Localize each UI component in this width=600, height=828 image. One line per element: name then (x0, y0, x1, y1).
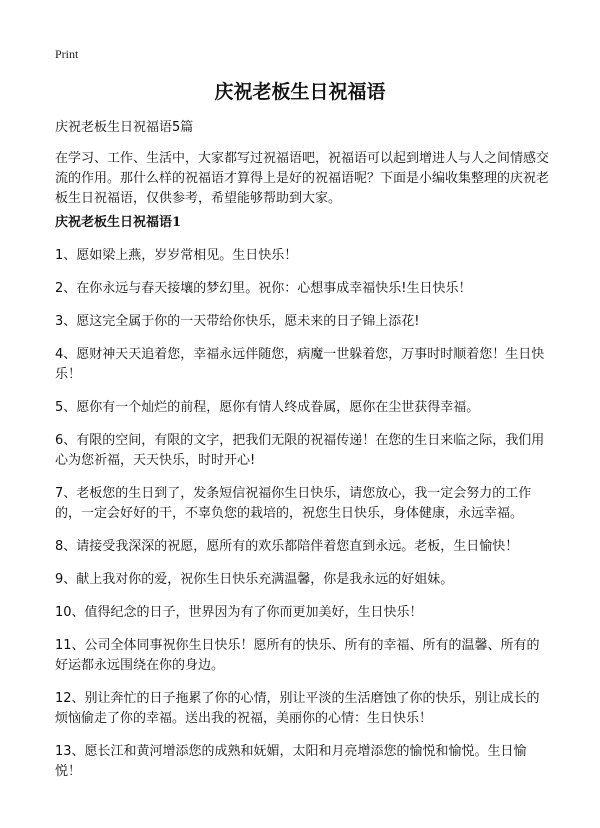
intro-paragraph: 在学习、工作、生活中，大家都写过祝福语吧，祝福语可以起到增进人与人之间情感交流的作用。那什么样的祝福语才算得上是好的祝福语呢？下面是小编收集整理的庆祝老板生日祝福语，仅供参考，希望能够帮助到大家。 (55, 151, 550, 206)
wish-item: 13、愿长江和黄河增添您的成熟和妩媚，太阳和月亮增添您的愉悦和愉悦。生日愉悦！ (55, 744, 527, 779)
wish-item: 1、愿如梁上燕，岁岁常相见。生日快乐！ (55, 248, 298, 263)
page-title: 庆祝老板生日祝福语 (214, 81, 386, 103)
wish-item: 11、公司全体同事祝你生日快乐！愿所有的快乐、所有的幸福、所有的温馨、所有的好运都永远围绕在你的身边。 (55, 638, 540, 673)
wish-item: 8、请接受我深深的祝愿，愿所有的欢乐都陪伴着您直到永远。老板，生日愉快！ (55, 539, 519, 554)
wish-list (55, 246, 550, 795)
wish-item: 6、有限的空间，有限的文字，把我们无限的祝福传递！在您的生日来临之际，我们用心为您祈福，天天快乐，时时开心! (55, 433, 545, 468)
wish-item: 5、愿你有一个灿烂的前程，愿你有情人终成眷属，愿你在尘世获得幸福。 (55, 400, 480, 415)
wish-item: 9、献上我对你的爱，祝你生日快乐充满温馨，你是我永远的好姐妹。 (55, 572, 454, 587)
wish-item: 10、值得纪念的日子，世界因为有了你而更加美好，生日快乐！ (55, 605, 423, 620)
wish-item: 3、愿这完全属于你的一天带给你快乐，愿未来的日子锦上添花! (55, 314, 420, 329)
document-subtitle: 庆祝老板生日祝福语5篇 (55, 120, 194, 135)
wish-item: 4、愿财神天天追着您，幸福永远伴随您，病魔一世躲着您，万事时时顺着您！生日快乐！ (55, 347, 545, 382)
section-heading: 庆祝老板生日祝福语1 (55, 215, 182, 230)
wish-item: 7、老板您的生日到了，发条短信祝福你生日快乐，请您放心，我一定会努力的工作的，一定会好好的干，不辜负您的栽培的，祝您生日快乐，身体健康，永远幸福。 (55, 486, 532, 521)
wish-item: 2、在你永远与春天接壤的梦幻里。祝你：心想事成幸福快乐!生日快乐！ (55, 281, 472, 296)
print-link[interactable]: Print (55, 47, 79, 61)
wish-item: 12、别让奔忙的日子拖累了你的心情，别让平淡的生活磨蚀了你的快乐，别让成长的烦恼偷走了你的幸福。送出我的祝福，美丽你的心情：生日快乐！ (55, 691, 540, 726)
